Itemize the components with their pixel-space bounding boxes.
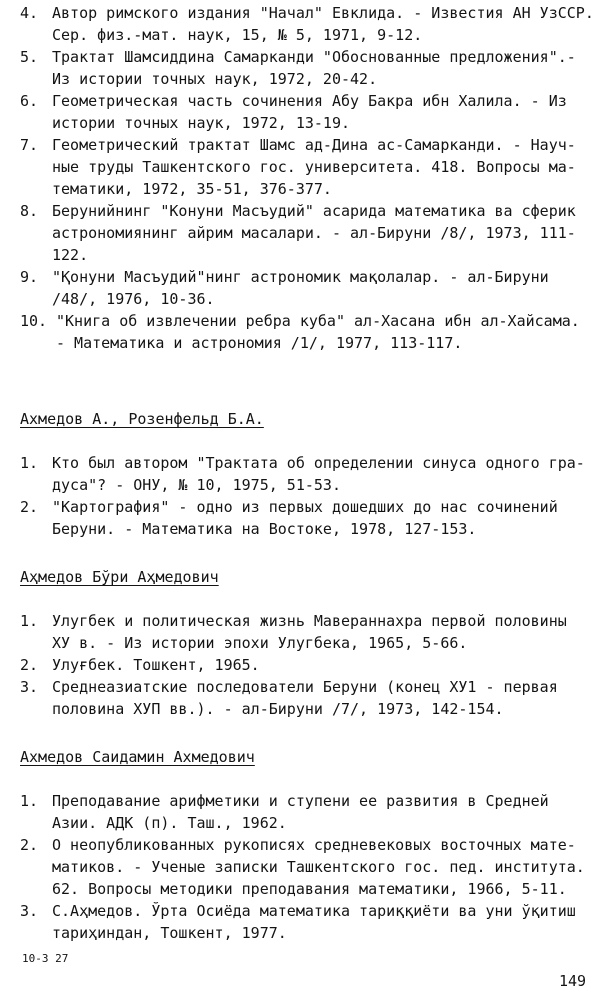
- item-number: 6.: [20, 92, 39, 110]
- item-line: 122.: [52, 246, 89, 264]
- item-line: Преподавание арифметики и ступени ее развития в Средней: [52, 792, 549, 810]
- item-line: Трактат Шамсиддина Самарканди "Обоснованные предложения".-: [52, 48, 576, 66]
- item-line: 62. Вопросы методики преподавания математики, 1966, 5-11.: [52, 880, 567, 898]
- item-number: 2.: [20, 498, 39, 516]
- item-line: О неопубликованных рукописях средневековых восточных мате-: [52, 836, 576, 854]
- item-line: "Қонуни Масъудий"нинг астрономик мақолалар. - ал-Бируни: [52, 268, 549, 286]
- item-number: 3.: [20, 902, 39, 920]
- item-number: 9.: [20, 268, 39, 286]
- item-line: ные труды Ташкентского гос. университета. 418. Вопросы ма-: [52, 158, 576, 176]
- item-number: 2.: [20, 656, 39, 674]
- item-number: 10.: [20, 312, 48, 330]
- item-number: 1.: [20, 792, 39, 810]
- item-line: "Картография" - одно из первых дошедших до нас сочинений: [52, 498, 558, 516]
- item-line: Улуғбек. Тошкент, 1965.: [52, 656, 260, 674]
- item-number: 2.: [20, 836, 39, 854]
- item-line: истории точных наук, 1972, 13-19.: [52, 114, 351, 132]
- item-number: 7.: [20, 136, 39, 154]
- author-heading: Ахмедов А., Розенфельд Б.А.: [20, 410, 264, 428]
- item-line: астрономиянинг айрим масалари. - ал-Бируни /8/, 1973, 111-: [52, 224, 576, 242]
- item-line: половина ХУП вв.). - ал-Бируни /7/, 1973, 142-154.: [52, 700, 504, 718]
- item-number: 5.: [20, 48, 39, 66]
- item-line: Среднеазиатские последователи Беруни (конец ХУ1 - первая: [52, 678, 558, 696]
- item-line: Кто был автором "Трактата об определении синуса одного гра-: [52, 454, 585, 472]
- item-line: тариҳиндан, Тошкент, 1977.: [52, 924, 287, 942]
- item-line: Беруни. - Математика на Востоке, 1978, 127-153.: [52, 520, 477, 538]
- item-line: Азии. АДК (п). Таш., 1962.: [52, 814, 287, 832]
- author-heading: Аҳмедов Бўри Аҳмедович: [20, 568, 219, 586]
- item-number: 1.: [20, 454, 39, 472]
- item-line: Геометрическая часть сочинения Абу Бакра ибн Халила. - Из: [52, 92, 567, 110]
- item-line: Автор римского издания "Начал" Евклида. - Известия АН УзССР.: [52, 4, 594, 22]
- item-line: /48/, 1976, 10-36.: [52, 290, 215, 308]
- item-number: 8.: [20, 202, 39, 220]
- item-line: Из истории точных наук, 1972, 20-42.: [52, 70, 378, 88]
- item-line: Геометрический трактат Шамс ад-Дина ас-Самарканди. - Науч-: [52, 136, 576, 154]
- item-number: 3.: [20, 678, 39, 696]
- item-line: "Книга об извлечении ребра куба" ал-Хасана ибн ал-Хайсама.: [56, 312, 580, 330]
- item-number: 1.: [20, 612, 39, 630]
- item-line: Берунийнинг "Конуни Масъудий" асарида математика ва сферик: [52, 202, 576, 220]
- item-line: дуса"? - ОНУ, № 10, 1975, 51-53.: [52, 476, 341, 494]
- page-number: 149: [559, 972, 587, 990]
- item-number: 4.: [20, 4, 39, 22]
- item-line: Сер. физ.-мат. наук, 15, № 5, 1971, 9-12.: [52, 26, 423, 44]
- author-heading: Ахмедов Саидамин Ахмедович: [20, 748, 255, 766]
- item-line: матиков. - Ученые записки Ташкентского гос. пед. института.: [52, 858, 585, 876]
- footer-code: 10-3 27: [22, 952, 69, 965]
- item-line: - Математика и астрономия /1/, 1977, 113-117.: [56, 334, 463, 352]
- item-line: ХУ в. - Из истории эпохи Улугбека, 1965, 5-66.: [52, 634, 468, 652]
- item-line: тематики, 1972, 35-51, 376-377.: [52, 180, 332, 198]
- item-line: Улугбек и политическая жизнь Мавераннахра первой половины: [52, 612, 567, 630]
- item-line: С.Аҳмедов. Ўрта Осиёда математика тариққиёти ва уни ўқитиш: [52, 902, 576, 920]
